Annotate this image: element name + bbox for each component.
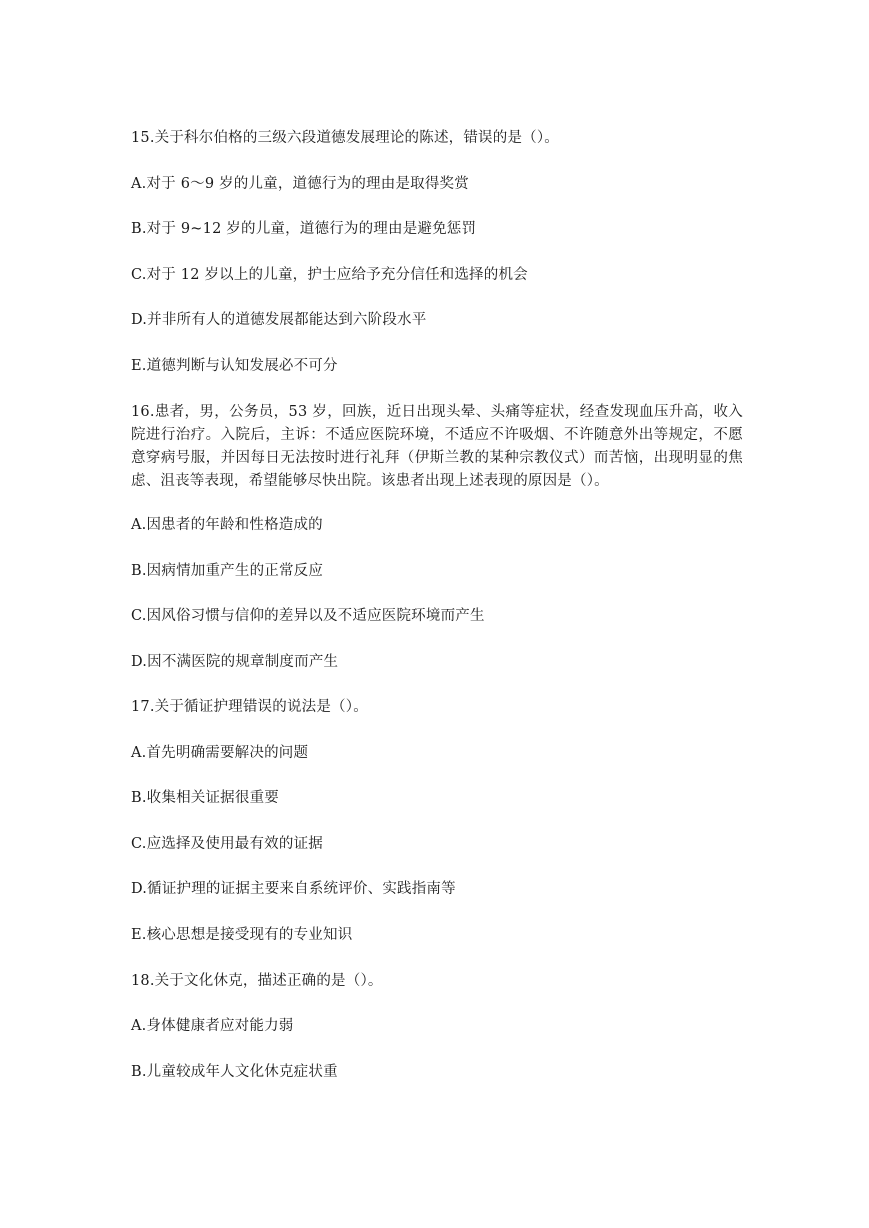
question-16-option-b: B.因病情加重产生的正常反应 — [131, 563, 324, 579]
question-16-option-d: D.因不满医院的规章制度而产生 — [131, 654, 339, 670]
question-15-stem: 15.关于科尔伯格的三级六段道德发展理论的陈述，错误的是（）。 — [131, 130, 560, 146]
question-15-option-e: E.道德判断与认知发展必不可分 — [131, 358, 338, 374]
question-17-option-a: A.首先明确需要解决的问题 — [131, 745, 309, 761]
question-17-option-c: C.应选择及使用最有效的证据 — [131, 836, 323, 852]
question-17-option-e: E.核心思想是接受现有的专业知识 — [131, 927, 353, 943]
question-18-option-b: B.儿童较成年人文化休克症状重 — [131, 1064, 338, 1080]
question-16-option-c: C.因风俗习惯与信仰的差异以及不适应医院环境而产生 — [131, 608, 485, 624]
question-15-option-d: D.并非所有人的道德发展都能达到六阶段水平 — [131, 312, 427, 328]
question-18-stem: 18.关于文化休克，描述正确的是（）。 — [131, 973, 383, 989]
question-17-option-d: D.循证护理的证据主要来自系统评价、实践指南等 — [131, 881, 456, 897]
question-16-stem: 16.患者，男，公务员，53 岁，回族，近日出现头晕、头痛等症状，经查发现血压升高，收入院进行治疗。入院后，主诉：不适应医院环境，不适应不许吸烟、不许随意外出等规定，不愿意穿病号服，并因每日无法按时进行礼拜（伊斯兰教的某种宗教仪式）而苦恼，出现明显的焦虑、沮丧等表现，希望能够尽快出院。该患者出现上述表现的原因是（）。 — [131, 404, 743, 489]
question-15-option-c: C.对于 12 岁以上的儿童，护士应给予充分信任和选择的机会 — [131, 267, 528, 283]
question-17-option-b: B.收集相关证据很重要 — [131, 790, 279, 806]
question-15-option-b: B.对于 9~12 岁的儿童，道德行为的理由是避免惩罚 — [131, 221, 477, 237]
question-17-stem: 17.关于循证护理错误的说法是（）。 — [131, 699, 368, 715]
question-15-option-a: A.对于 6～9 岁的儿童，道德行为的理由是取得奖赏 — [131, 176, 469, 192]
question-16-option-a: A.因患者的年龄和性格造成的 — [131, 517, 323, 533]
question-18-option-a: A.身体健康者应对能力弱 — [131, 1018, 294, 1034]
